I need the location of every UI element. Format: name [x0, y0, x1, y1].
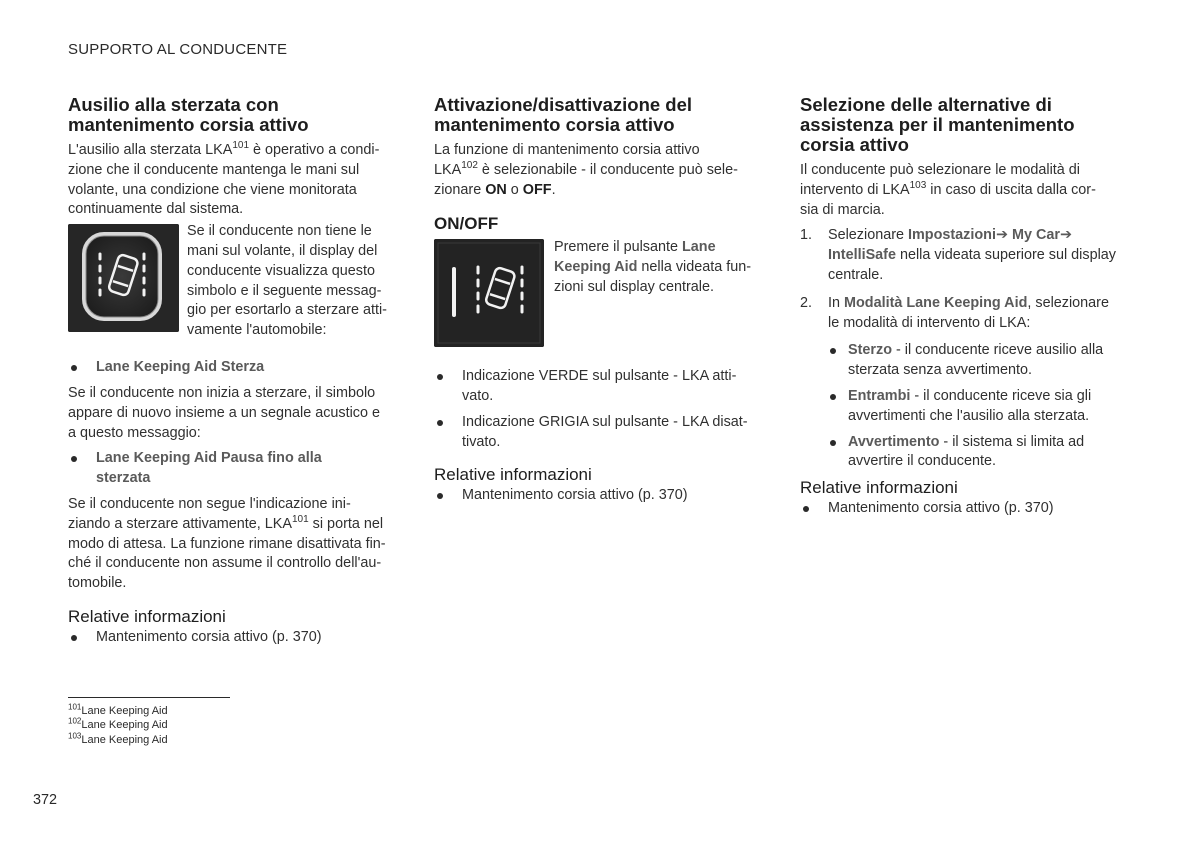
related-info-link[interactable]: Mantenimento corsia attivo (p. 370): [434, 486, 766, 506]
step-1: 1. Selezionare Impostazioni➔ My Car➔ IntelliSafe nella videata superiore sul display centrale.: [800, 227, 1116, 283]
green-indication: Indicazione VERDE sul pulsante - LKA atti- vato.: [434, 367, 766, 407]
column-steering-aid: [68, 95, 400, 648]
arrow-icon: ➔: [1060, 227, 1073, 244]
arrow-icon: ➔: [995, 227, 1009, 244]
related-info-heading: Relative informazioni: [68, 606, 226, 626]
page-number: 372: [33, 792, 58, 808]
related-info-heading: Relative informazioni: [434, 464, 592, 484]
related-info-heading: Relative informazioni: [800, 478, 958, 498]
column-activation: [434, 95, 766, 505]
section-title: Selezione delle alternative di assistenza per il mantenimento corsia attivo: [800, 94, 1075, 155]
lane-keeping-button-icon: [434, 239, 544, 347]
message-pause: Lane Keeping Aid Pausa fino alla sterzata: [68, 449, 400, 489]
related-info-link[interactable]: Mantenimento corsia attivo (p. 370): [68, 628, 400, 648]
mode-warning: Avvertimento - il sistema si limita ad avvertire il conducente.: [828, 433, 1134, 473]
paragraph-no-steering: Se il conducente non inizia a sterzare, il simbolo appare di nuovo insieme a un segnale acustico e a questo messaggio:: [68, 384, 381, 441]
mode-steer: Sterzo - il conducente riceve ausilio alla sterzata senza avvertimento.: [828, 341, 1134, 381]
on-off-heading: ON/OFF: [434, 214, 499, 234]
column-assist-selection: [800, 95, 1134, 519]
related-info-link[interactable]: Mantenimento corsia attivo (p. 370): [800, 499, 1134, 519]
intro-paragraph: L'ausilio alla sterzata LKA$^{101}$ è operativo a condi- zione che il conducente mantenga le mani sul volante, una condizione che viene monitorata continuamente dal sistema.: [68, 140, 380, 218]
hands-off-description: Se il conducente non tiene le mani sul volante, il display del conducente visualizza questo simbolo e il seguente messag- gio per esortarlo a sterzare atti- vamente l'automobile:: [187, 223, 387, 339]
intro-paragraph: Il conducente può selezionare le modalità di intervento di LKA$^{103}$ in caso di uscita dalla cor- sia di marcia.: [800, 162, 1096, 218]
section-title: Ausilio alla sterzata con mantenimento corsia attivo: [68, 94, 309, 135]
footnotes: [68, 697, 230, 747]
section-title: Attivazione/disattivazione del mantenimento corsia attivo: [434, 94, 693, 135]
paragraph-standby: Se il conducente non segue l'indicazione ini- ziando a sterzare attivamente, LKA$^{101}$ si porta nel modo di attesa. La funzione rimane disattivata fin- ché il conducente non assume il controllo dell'au- tomobile.: [68, 495, 386, 592]
message-steer: Lane Keeping Aid Sterza: [68, 358, 400, 378]
footnote: $^{102}$Lane Keeping Aid: [68, 716, 168, 732]
button-instruction: Premere il pulsante Lane Keeping Aid nella videata fun- zioni sul display centrale.: [554, 239, 752, 295]
mode-both: Entrambi - il conducente riceve sia gli avvertimenti che l'ausilio alla sterzata.: [828, 387, 1134, 427]
running-header: SUPPORTO AL CONDUCENTE: [68, 41, 288, 58]
step-2: 2. In Modalità Lane Keeping Aid, selezionare le modalità di intervento di LKA: Sterzo - il conducente riceve ausilio alla sterzata senza avvertimento. Entrambi - il conducente riceve sia gli avvertimenti che l'ausilio alla sterzata. Avvertimento - il sistema si limita ad avvertire il conducente.: [800, 294, 1134, 472]
intro-paragraph: La funzione di mantenimento corsia attivo LKA$^{102}$ è selezionabile - il conducente può sele- zionare ON o OFF.: [434, 142, 738, 198]
lane-keeping-car-icon: [68, 224, 179, 332]
grey-indication: Indicazione GRIGIA sul pulsante - LKA disat- tivato.: [434, 413, 766, 453]
footnote: $^{101}$Lane Keeping Aid: [68, 702, 168, 717]
footnote: $^{103}$Lane Keeping Aid: [68, 731, 168, 746]
